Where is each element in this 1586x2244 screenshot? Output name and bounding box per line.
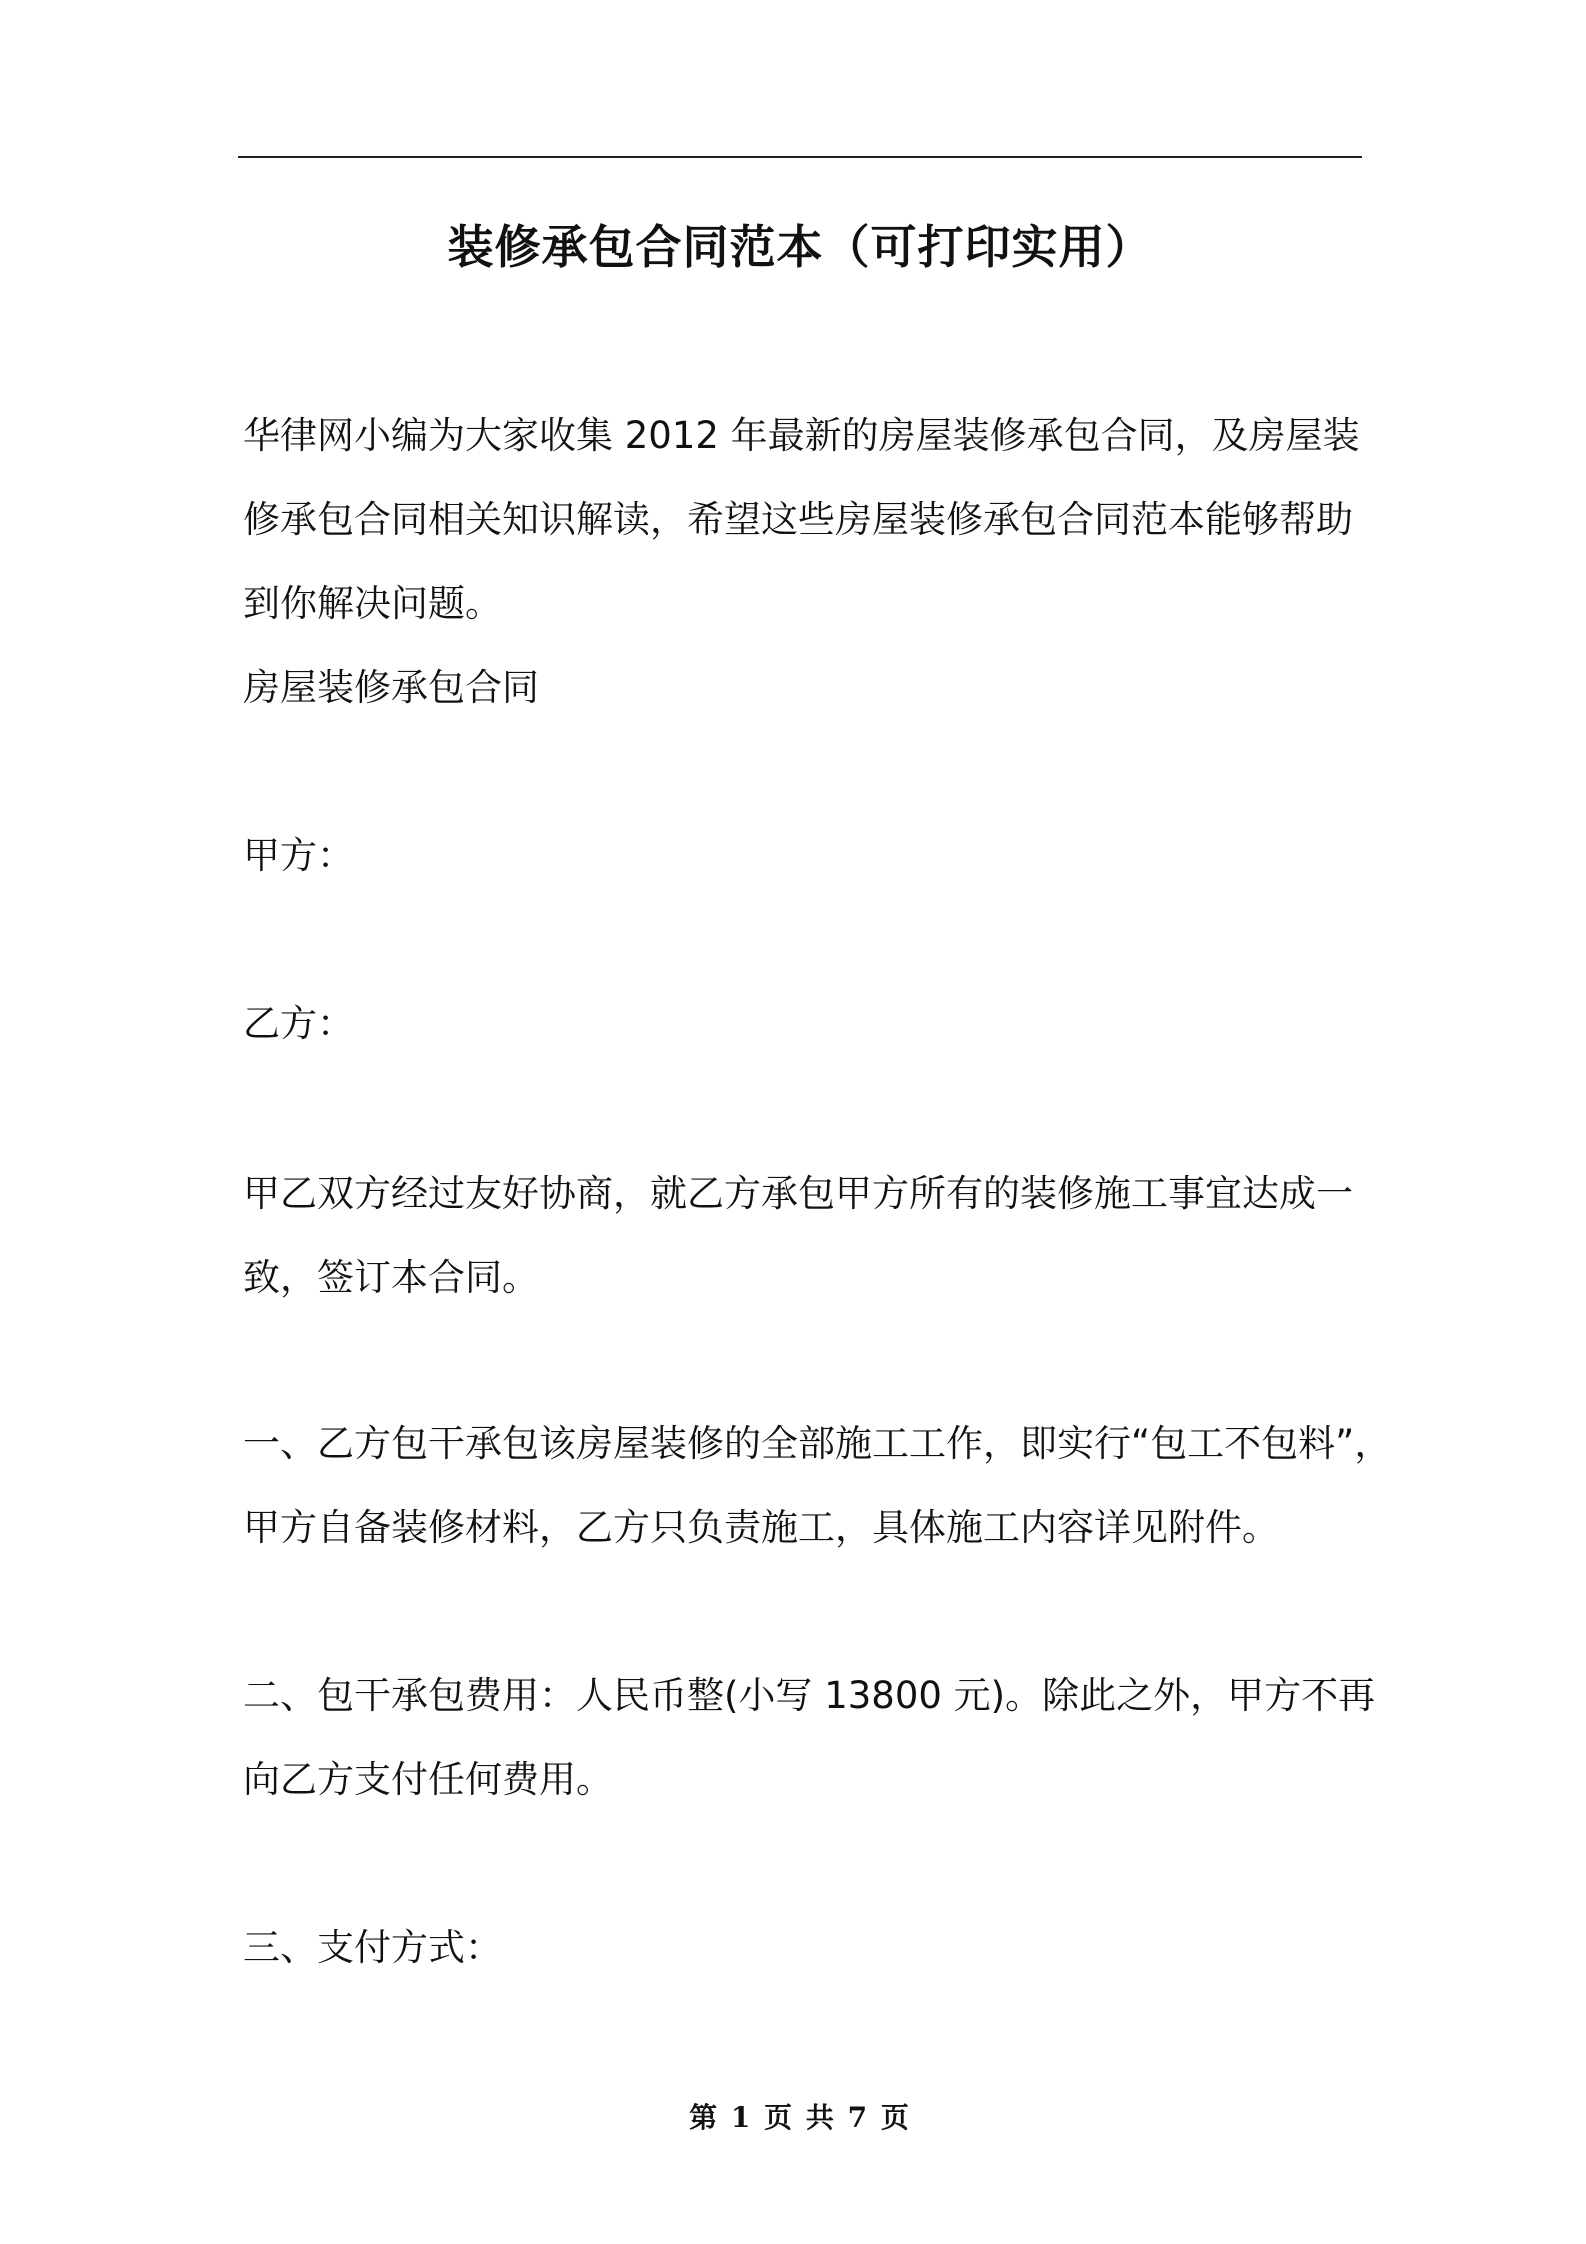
agreement-line-1: 甲乙双方经过友好协商，就乙方承包甲方所有的装修施工事宜达成一 (243, 1172, 1353, 1215)
agreement-line-2: 致，签订本合同。 (243, 1256, 539, 1299)
party-a-label: 甲方： (243, 834, 354, 877)
page-number-footer: 第 1 页 共 7 页 (689, 2101, 911, 2134)
clause-1-line-2: 甲方自备装修材料，乙方只负责施工，具体施工内容详见附件。 (243, 1506, 1279, 1549)
clause-2-line-1: 二、包干承包费用：人民币整(小写 13800 元)。除此之外，甲方不再 (243, 1674, 1376, 1717)
party-b-label: 乙方： (243, 1002, 354, 1045)
intro-line-2: 修承包合同相关知识解读，希望这些房屋装修承包合同范本能够帮助 (243, 498, 1353, 541)
page-title: 装修承包合同范本（可打印实用） (447, 220, 1153, 274)
intro-line-1: 华律网小编为大家收集 2012 年最新的房屋装修承包合同，及房屋装 (243, 414, 1360, 457)
intro-line-3: 到你解决问题。 (243, 582, 502, 625)
contract-heading: 房屋装修承包合同 (243, 666, 539, 709)
clause-2-line-2: 向乙方支付任何费用。 (243, 1758, 613, 1801)
clause-3-heading: 三、支付方式： (243, 1926, 502, 1969)
clause-1-line-1: 一、乙方包干承包该房屋装修的全部施工工作，即实行“包工不包料”， (243, 1422, 1392, 1465)
header-rule (238, 156, 1362, 158)
